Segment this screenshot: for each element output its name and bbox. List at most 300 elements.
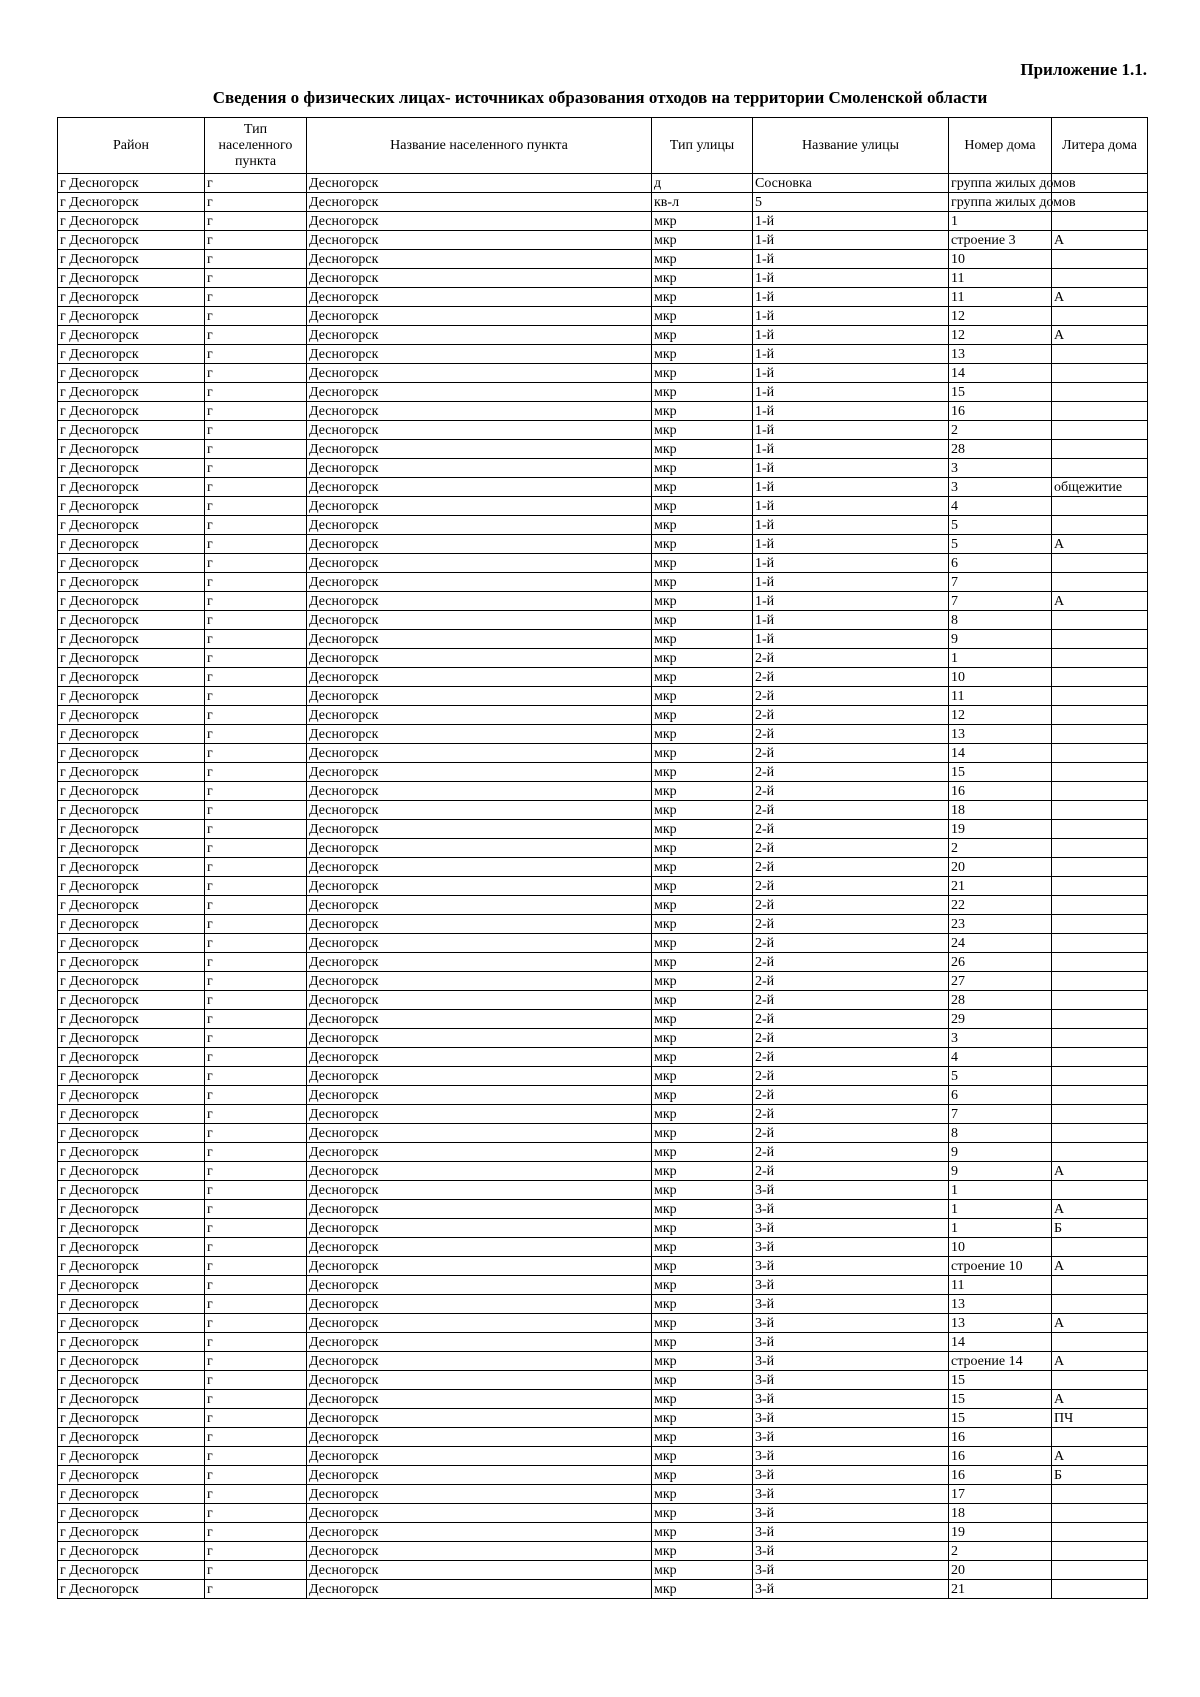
street-name-cell: 2-й	[753, 934, 949, 953]
table-row	[58, 1238, 1148, 1257]
settlement-type-cell: г	[205, 1447, 307, 1466]
district-cell: г Десногорск	[58, 212, 205, 231]
district-cell: г Десногорск	[58, 1143, 205, 1162]
street-type-cell: мкр	[652, 402, 753, 421]
street-type-cell: мкр	[652, 288, 753, 307]
settlement-name-cell: Десногорск	[307, 801, 652, 820]
settlement-name-cell: Десногорск	[307, 383, 652, 402]
street-name-cell: 3-й	[753, 1447, 949, 1466]
street-name-cell: 1-й	[753, 592, 949, 611]
street-type-cell: мкр	[652, 1561, 753, 1580]
settlement-name-cell: Десногорск	[307, 1295, 652, 1314]
table-row	[58, 1390, 1148, 1409]
settlement-name-cell: Десногорск	[307, 820, 652, 839]
settlement-type-cell: г	[205, 896, 307, 915]
street-name-cell: 2-й	[753, 1048, 949, 1067]
house-number-cell: 10	[949, 250, 1052, 269]
house-letter-cell	[1052, 1428, 1148, 1447]
column-header-house-number: Номер дома	[949, 118, 1052, 174]
street-type-cell: мкр	[652, 1181, 753, 1200]
street-name-cell: 1-й	[753, 231, 949, 250]
house-letter-cell: А	[1052, 288, 1148, 307]
settlement-name-cell: Десногорск	[307, 1181, 652, 1200]
settlement-name-cell: Десногорск	[307, 1162, 652, 1181]
district-cell: г Десногорск	[58, 364, 205, 383]
street-type-cell: мкр	[652, 934, 753, 953]
table-row	[58, 1409, 1148, 1428]
table-row	[58, 1162, 1148, 1181]
street-type-cell: мкр	[652, 630, 753, 649]
table-row	[58, 1371, 1148, 1390]
street-type-cell: мкр	[652, 554, 753, 573]
table-row	[58, 1352, 1148, 1371]
settlement-type-cell: г	[205, 763, 307, 782]
settlement-type-cell: г	[205, 1428, 307, 1447]
street-type-cell: мкр	[652, 573, 753, 592]
house-letter-cell	[1052, 1295, 1148, 1314]
district-cell: г Десногорск	[58, 440, 205, 459]
table-row	[58, 1523, 1148, 1542]
house-number-cell: 15	[949, 1371, 1052, 1390]
settlement-name-cell: Десногорск	[307, 611, 652, 630]
street-name-cell: 3-й	[753, 1352, 949, 1371]
house-number-cell: 11	[949, 269, 1052, 288]
column-header-street-name: Название улицы	[753, 118, 949, 174]
settlement-name-cell: Десногорск	[307, 497, 652, 516]
district-cell: г Десногорск	[58, 687, 205, 706]
settlement-type-cell: г	[205, 1390, 307, 1409]
street-type-cell: мкр	[652, 1409, 753, 1428]
settlement-name-cell: Десногорск	[307, 706, 652, 725]
street-type-cell: мкр	[652, 1143, 753, 1162]
settlement-name-cell: Десногорск	[307, 915, 652, 934]
house-number-cell: 19	[949, 1523, 1052, 1542]
street-type-cell: мкр	[652, 725, 753, 744]
district-cell: г Десногорск	[58, 1086, 205, 1105]
house-number-cell: 27	[949, 972, 1052, 991]
street-name-cell: 3-й	[753, 1485, 949, 1504]
house-number-cell: 8	[949, 1124, 1052, 1143]
house-number-cell: 13	[949, 1314, 1052, 1333]
district-cell: г Десногорск	[58, 231, 205, 250]
table-row	[58, 1428, 1148, 1447]
house-letter-cell	[1052, 706, 1148, 725]
district-cell: г Десногорск	[58, 573, 205, 592]
house-number-cell: 11	[949, 288, 1052, 307]
settlement-type-cell: г	[205, 687, 307, 706]
settlement-type-cell: г	[205, 269, 307, 288]
district-cell: г Десногорск	[58, 174, 205, 193]
street-type-cell: мкр	[652, 345, 753, 364]
house-letter-cell	[1052, 1067, 1148, 1086]
street-type-cell: мкр	[652, 1162, 753, 1181]
house-number-cell: 9	[949, 1143, 1052, 1162]
street-type-cell: мкр	[652, 1580, 753, 1599]
district-cell: г Десногорск	[58, 1428, 205, 1447]
settlement-name-cell: Десногорск	[307, 1333, 652, 1352]
settlement-type-cell: г	[205, 934, 307, 953]
street-name-cell: 2-й	[753, 1105, 949, 1124]
street-name-cell: 3-й	[753, 1314, 949, 1333]
street-type-cell: мкр	[652, 687, 753, 706]
street-name-cell: 1-й	[753, 630, 949, 649]
street-name-cell: 1-й	[753, 269, 949, 288]
house-letter-cell	[1052, 1181, 1148, 1200]
house-number-cell: 1	[949, 1219, 1052, 1238]
table-row	[58, 421, 1148, 440]
street-type-cell: мкр	[652, 877, 753, 896]
street-name-cell: 3-й	[753, 1542, 949, 1561]
district-cell: г Десногорск	[58, 744, 205, 763]
settlement-name-cell: Десногорск	[307, 326, 652, 345]
settlement-name-cell: Десногорск	[307, 1371, 652, 1390]
district-cell: г Десногорск	[58, 1010, 205, 1029]
street-name-cell: 1-й	[753, 250, 949, 269]
street-type-cell: мкр	[652, 307, 753, 326]
settlement-type-cell: г	[205, 1029, 307, 1048]
district-cell: г Десногорск	[58, 1162, 205, 1181]
table-row	[58, 1295, 1148, 1314]
settlement-name-cell: Десногорск	[307, 459, 652, 478]
street-name-cell: 2-й	[753, 972, 949, 991]
street-name-cell: 1-й	[753, 497, 949, 516]
settlement-name-cell: Десногорск	[307, 1257, 652, 1276]
settlement-name-cell: Десногорск	[307, 953, 652, 972]
district-cell: г Десногорск	[58, 858, 205, 877]
street-type-cell: мкр	[652, 592, 753, 611]
settlement-name-cell: Десногорск	[307, 934, 652, 953]
settlement-type-cell: г	[205, 820, 307, 839]
street-name-cell: 1-й	[753, 554, 949, 573]
district-cell: г Десногорск	[58, 1523, 205, 1542]
house-number-cell: 1	[949, 649, 1052, 668]
street-type-cell: мкр	[652, 991, 753, 1010]
house-letter-cell	[1052, 1580, 1148, 1599]
house-number-cell: 6	[949, 554, 1052, 573]
district-cell: г Десногорск	[58, 1466, 205, 1485]
street-type-cell: мкр	[652, 1257, 753, 1276]
settlement-name-cell: Десногорск	[307, 668, 652, 687]
house-number-cell: 28	[949, 991, 1052, 1010]
house-letter-cell	[1052, 421, 1148, 440]
house-letter-cell	[1052, 516, 1148, 535]
settlement-type-cell: г	[205, 573, 307, 592]
street-type-cell: мкр	[652, 1390, 753, 1409]
settlement-name-cell: Десногорск	[307, 440, 652, 459]
district-cell: г Десногорск	[58, 801, 205, 820]
house-letter-cell	[1052, 383, 1148, 402]
table-row	[58, 668, 1148, 687]
house-letter-cell	[1052, 1371, 1148, 1390]
district-cell: г Десногорск	[58, 383, 205, 402]
street-type-cell: мкр	[652, 820, 753, 839]
street-type-cell: мкр	[652, 744, 753, 763]
table-row	[58, 1086, 1148, 1105]
settlement-name-cell: Десногорск	[307, 1542, 652, 1561]
district-cell: г Десногорск	[58, 1124, 205, 1143]
settlement-name-cell: Десногорск	[307, 1105, 652, 1124]
street-type-cell: мкр	[652, 326, 753, 345]
settlement-type-cell: г	[205, 972, 307, 991]
street-type-cell: мкр	[652, 1086, 753, 1105]
settlement-name-cell: Десногорск	[307, 478, 652, 497]
street-type-cell: кв-л	[652, 193, 753, 212]
street-name-cell: 1-й	[753, 478, 949, 497]
settlement-type-cell: г	[205, 212, 307, 231]
street-name-cell: 1-й	[753, 573, 949, 592]
street-name-cell: 1-й	[753, 535, 949, 554]
street-name-cell: 3-й	[753, 1181, 949, 1200]
table-row	[58, 1314, 1148, 1333]
table-row	[58, 535, 1148, 554]
column-header-settlement-type: Тип населенного пункта	[205, 118, 307, 174]
table-row	[58, 896, 1148, 915]
street-name-cell: 3-й	[753, 1523, 949, 1542]
settlement-type-cell: г	[205, 1466, 307, 1485]
house-letter-cell: Б	[1052, 1219, 1148, 1238]
street-type-cell: мкр	[652, 915, 753, 934]
settlement-name-cell: Десногорск	[307, 1390, 652, 1409]
table-row	[58, 1048, 1148, 1067]
settlement-type-cell: г	[205, 725, 307, 744]
table-row	[58, 1257, 1148, 1276]
settlement-type-cell: г	[205, 421, 307, 440]
street-name-cell: 2-й	[753, 820, 949, 839]
house-number-cell: 1	[949, 1181, 1052, 1200]
settlement-name-cell: Десногорск	[307, 877, 652, 896]
house-number-cell: 18	[949, 1504, 1052, 1523]
house-letter-cell: А	[1052, 1162, 1148, 1181]
settlement-name-cell: Десногорск	[307, 174, 652, 193]
table-row	[58, 516, 1148, 535]
street-name-cell: 2-й	[753, 706, 949, 725]
settlement-type-cell: г	[205, 782, 307, 801]
district-cell: г Десногорск	[58, 820, 205, 839]
house-number-cell: 3	[949, 459, 1052, 478]
house-number-cell: 1	[949, 1200, 1052, 1219]
settlement-name-cell: Десногорск	[307, 307, 652, 326]
street-type-cell: мкр	[652, 1200, 753, 1219]
street-name-cell: 3-й	[753, 1371, 949, 1390]
table-row	[58, 687, 1148, 706]
house-letter-cell	[1052, 1333, 1148, 1352]
district-cell: г Десногорск	[58, 193, 205, 212]
settlement-name-cell: Десногорск	[307, 1124, 652, 1143]
house-letter-cell: А	[1052, 535, 1148, 554]
column-header-settlement-name: Название населенного пункта	[307, 118, 652, 174]
table-row	[58, 1124, 1148, 1143]
house-number-cell: 12	[949, 307, 1052, 326]
house-letter-cell	[1052, 972, 1148, 991]
house-letter-cell	[1052, 1143, 1148, 1162]
settlement-type-cell: г	[205, 649, 307, 668]
house-number-cell: 5	[949, 516, 1052, 535]
table-row	[58, 497, 1148, 516]
street-name-cell: 1-й	[753, 402, 949, 421]
house-letter-cell	[1052, 573, 1148, 592]
district-cell: г Десногорск	[58, 516, 205, 535]
street-name-cell: 3-й	[753, 1257, 949, 1276]
district-cell: г Десногорск	[58, 1333, 205, 1352]
settlement-type-cell: г	[205, 1238, 307, 1257]
street-type-cell: мкр	[652, 839, 753, 858]
settlement-type-cell: г	[205, 1219, 307, 1238]
district-cell: г Десногорск	[58, 402, 205, 421]
settlement-name-cell: Десногорск	[307, 1067, 652, 1086]
district-cell: г Десногорск	[58, 725, 205, 744]
house-number-cell: 13	[949, 1295, 1052, 1314]
street-type-cell: мкр	[652, 1352, 753, 1371]
house-number-cell: 9	[949, 1162, 1052, 1181]
house-number-cell: 5	[949, 535, 1052, 554]
district-cell: г Десногорск	[58, 1314, 205, 1333]
street-name-cell: 2-й	[753, 1086, 949, 1105]
house-number-cell: 16	[949, 1466, 1052, 1485]
table-row	[58, 592, 1148, 611]
settlement-type-cell: г	[205, 1523, 307, 1542]
house-letter-cell	[1052, 687, 1148, 706]
settlement-type-cell: г	[205, 1143, 307, 1162]
house-number-cell: 16	[949, 782, 1052, 801]
house-number-cell: 11	[949, 1276, 1052, 1295]
table-row	[58, 1580, 1148, 1599]
street-name-cell: 3-й	[753, 1295, 949, 1314]
street-name-cell: 2-й	[753, 1067, 949, 1086]
street-name-cell: 3-й	[753, 1466, 949, 1485]
street-name-cell: 3-й	[753, 1428, 949, 1447]
settlement-type-cell: г	[205, 1086, 307, 1105]
settlement-type-cell: г	[205, 402, 307, 421]
house-letter-cell	[1052, 269, 1148, 288]
settlement-name-cell: Десногорск	[307, 858, 652, 877]
settlement-name-cell: Десногорск	[307, 1580, 652, 1599]
table-row	[58, 1447, 1148, 1466]
house-letter-cell: ПЧ	[1052, 1409, 1148, 1428]
street-name-cell: 2-й	[753, 1162, 949, 1181]
house-letter-cell	[1052, 668, 1148, 687]
house-letter-cell	[1052, 953, 1148, 972]
house-letter-cell	[1052, 307, 1148, 326]
district-cell: г Десногорск	[58, 288, 205, 307]
house-number-cell: 15	[949, 383, 1052, 402]
street-name-cell: 1-й	[753, 212, 949, 231]
settlement-name-cell: Десногорск	[307, 649, 652, 668]
street-type-cell: мкр	[652, 1542, 753, 1561]
house-letter-cell: А	[1052, 1447, 1148, 1466]
street-type-cell: мкр	[652, 858, 753, 877]
house-letter-cell	[1052, 782, 1148, 801]
house-letter-cell	[1052, 858, 1148, 877]
table-row	[58, 725, 1148, 744]
district-cell: г Десногорск	[58, 1257, 205, 1276]
district-cell: г Десногорск	[58, 1542, 205, 1561]
house-letter-cell	[1052, 1010, 1148, 1029]
street-name-cell: 3-й	[753, 1561, 949, 1580]
house-number-cell: 24	[949, 934, 1052, 953]
house-number-cell: 10	[949, 1238, 1052, 1257]
house-number-cell: строение 14	[949, 1352, 1052, 1371]
table-row	[58, 383, 1148, 402]
district-cell: г Десногорск	[58, 1276, 205, 1295]
house-number-cell: строение 3	[949, 231, 1052, 250]
district-cell: г Десногорск	[58, 554, 205, 573]
settlement-name-cell: Десногорск	[307, 1352, 652, 1371]
street-name-cell: 1-й	[753, 459, 949, 478]
house-letter-cell	[1052, 649, 1148, 668]
settlement-type-cell: г	[205, 1105, 307, 1124]
table-row	[58, 1504, 1148, 1523]
district-cell: г Десногорск	[58, 1409, 205, 1428]
settlement-type-cell: г	[205, 1561, 307, 1580]
settlement-type-cell: г	[205, 1181, 307, 1200]
table-row	[58, 1067, 1148, 1086]
house-number-cell: 23	[949, 915, 1052, 934]
house-letter-cell	[1052, 1276, 1148, 1295]
house-letter-cell	[1052, 1105, 1148, 1124]
table-row	[58, 364, 1148, 383]
settlement-name-cell: Десногорск	[307, 535, 652, 554]
street-type-cell: мкр	[652, 535, 753, 554]
street-type-cell: мкр	[652, 972, 753, 991]
table-row	[58, 1485, 1148, 1504]
settlement-type-cell: г	[205, 307, 307, 326]
house-letter-cell: общежитие	[1052, 478, 1148, 497]
house-number-cell: 4	[949, 497, 1052, 516]
district-cell: г Десногорск	[58, 269, 205, 288]
street-type-cell: мкр	[652, 953, 753, 972]
house-letter-cell	[1052, 1238, 1148, 1257]
settlement-name-cell: Десногорск	[307, 839, 652, 858]
house-number-cell: 28	[949, 440, 1052, 459]
district-cell: г Десногорск	[58, 1029, 205, 1048]
district-cell: г Десногорск	[58, 839, 205, 858]
street-type-cell: мкр	[652, 1029, 753, 1048]
table-row	[58, 1200, 1148, 1219]
street-type-cell: мкр	[652, 1238, 753, 1257]
house-letter-cell	[1052, 820, 1148, 839]
house-letter-cell	[1052, 1029, 1148, 1048]
district-cell: г Десногорск	[58, 459, 205, 478]
house-letter-cell	[1052, 402, 1148, 421]
district-cell: г Десногорск	[58, 1580, 205, 1599]
street-type-cell: мкр	[652, 1105, 753, 1124]
street-name-cell: 2-й	[753, 725, 949, 744]
settlement-name-cell: Десногорск	[307, 212, 652, 231]
house-number-cell: 16	[949, 402, 1052, 421]
house-letter-cell	[1052, 1086, 1148, 1105]
house-letter-cell	[1052, 801, 1148, 820]
settlement-name-cell: Десногорск	[307, 1485, 652, 1504]
table-row	[58, 1029, 1148, 1048]
settlement-type-cell: г	[205, 1314, 307, 1333]
district-cell: г Десногорск	[58, 763, 205, 782]
district-cell: г Десногорск	[58, 630, 205, 649]
table-row	[58, 611, 1148, 630]
street-type-cell: мкр	[652, 763, 753, 782]
street-name-cell: 2-й	[753, 687, 949, 706]
house-letter-cell	[1052, 896, 1148, 915]
settlement-type-cell: г	[205, 668, 307, 687]
settlement-type-cell: г	[205, 383, 307, 402]
settlement-type-cell: г	[205, 1504, 307, 1523]
settlement-type-cell: г	[205, 516, 307, 535]
table-row	[58, 459, 1148, 478]
settlement-type-cell: г	[205, 478, 307, 497]
house-number-cell: строение 10	[949, 1257, 1052, 1276]
settlement-name-cell: Десногорск	[307, 345, 652, 364]
street-name-cell: 2-й	[753, 782, 949, 801]
table-row	[58, 839, 1148, 858]
